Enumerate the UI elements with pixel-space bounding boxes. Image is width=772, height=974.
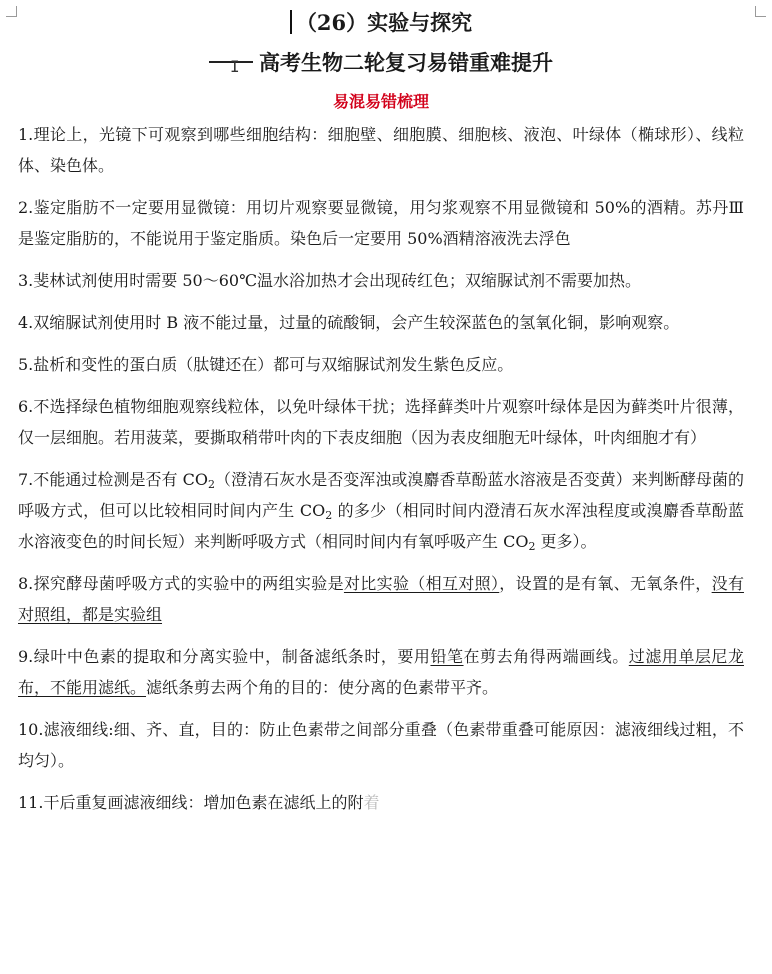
item-text: 3.斐林试剂使用时需要 50～60℃温水浴加热才会出现砖红色；双缩脲试剂不需要加热。 [18,271,641,290]
ibeam-cursor-icon: I [230,57,240,76]
item-text: 更多）。 [535,532,597,551]
list-item [18,307,744,338]
list-item [18,787,744,818]
item-text: 滤纸条剪去两个角的目的：使分离的色素带平齐。 [146,678,499,697]
list-item [18,641,744,703]
item-text: 8.探究酵母菌呼吸方式的实验中的两组实验是 [18,574,344,593]
item-text: （澄清石灰水是否变浑浊或溴麝香草酚蓝水溶液是否变黄）来判断酵母菌的呼吸方式，但可以比较相同时间内产生 CO [18,470,744,520]
list-item [18,391,744,453]
document-page [18,0,744,829]
list-item [18,349,744,380]
item-text: 2.鉴定脂肪不一定要用显微镜：用切片观察要显微镜，用匀浆观察不用显微镜和 50%的酒精。苏丹Ⅲ是鉴定脂肪的，不能说用于鉴定脂质。染色后一定要用 50%酒精溶液洗去浮色 [18,198,744,248]
title-row [18,0,744,39]
underlined-text: 对比实验（相互对照） [343,574,500,593]
page-corner-mark [755,6,766,17]
item-text: 9.绿叶中色素的提取和分离实验中，制备滤纸条时，要用 [18,647,431,666]
page-corner-mark [6,6,17,17]
item-text: 4.双缩脲试剂使用时 B 液不能过量，过量的硫酸铜，会产生较深蓝色的氢氧化铜，影响观察。 [18,313,680,332]
underlined-text: 没有对照组，都是实验组 [18,574,744,624]
text-cursor [290,10,292,34]
underlined-text: 铅笔 [430,647,464,666]
item-list [18,119,744,818]
list-item [18,119,744,181]
item-text: 在剪去角得两端画线。 [463,647,629,666]
item-text: 11.干后重复画滤液细线：增加色素在滤纸上的附 [18,793,364,812]
item-text: 6.不选择绿色植物细胞观察线粒体，以免叶绿体干扰；选择藓类叶片观察叶绿体是因为藓类叶片很薄，仅一层细胞。若用菠菜，要撕取稍带叶肉的下表皮细胞（因为表皮细胞无叶绿体，叶肉细胞才有） [18,397,744,447]
subscript: 2 [208,478,216,491]
item-text: ，设置的是有氧、无氧条件， [499,574,712,593]
section-heading: 易混易错梳理 [332,92,429,111]
item-text: 1.理论上，光镜下可观察到哪些细胞结构：细胞壁、细胞膜、细胞核、液泡、叶绿体（椭球形）、线粒体、染色体。 [18,125,744,175]
item-text: 着 [363,793,380,812]
page-title: （26）实验与探究 [295,10,473,35]
list-item [18,568,744,630]
list-item [18,192,744,254]
subtitle-row [18,47,744,77]
item-text: 10.滤液细线:细、齐、直，目的：防止色素带之间部分重叠（色素带重叠可能原因：滤液细线过粗，不均匀）。 [18,720,744,770]
underlined-text: 过滤用单层尼龙布，不能用滤纸。 [18,647,744,697]
page-subtitle: 高考生物二轮复习易错重难提升 [259,50,553,75]
list-item [18,464,744,557]
list-item [18,714,744,776]
item-text: 7.不能通过检测是否有 CO [18,470,209,489]
subscript: 2 [528,540,536,553]
item-text: 的多少（相同时间内澄清石灰水浑浊程度或溴麝香草酚蓝水溶液变色的时间长短）来判断呼吸方式（相同时间内有氧呼吸产生 CO [18,501,744,551]
subscript: 2 [325,509,333,522]
item-text: 5.盐析和变性的蛋白质（肽键还在）都可与双缩脲试剂发生紫色反应。 [18,355,514,374]
list-item [18,265,744,296]
